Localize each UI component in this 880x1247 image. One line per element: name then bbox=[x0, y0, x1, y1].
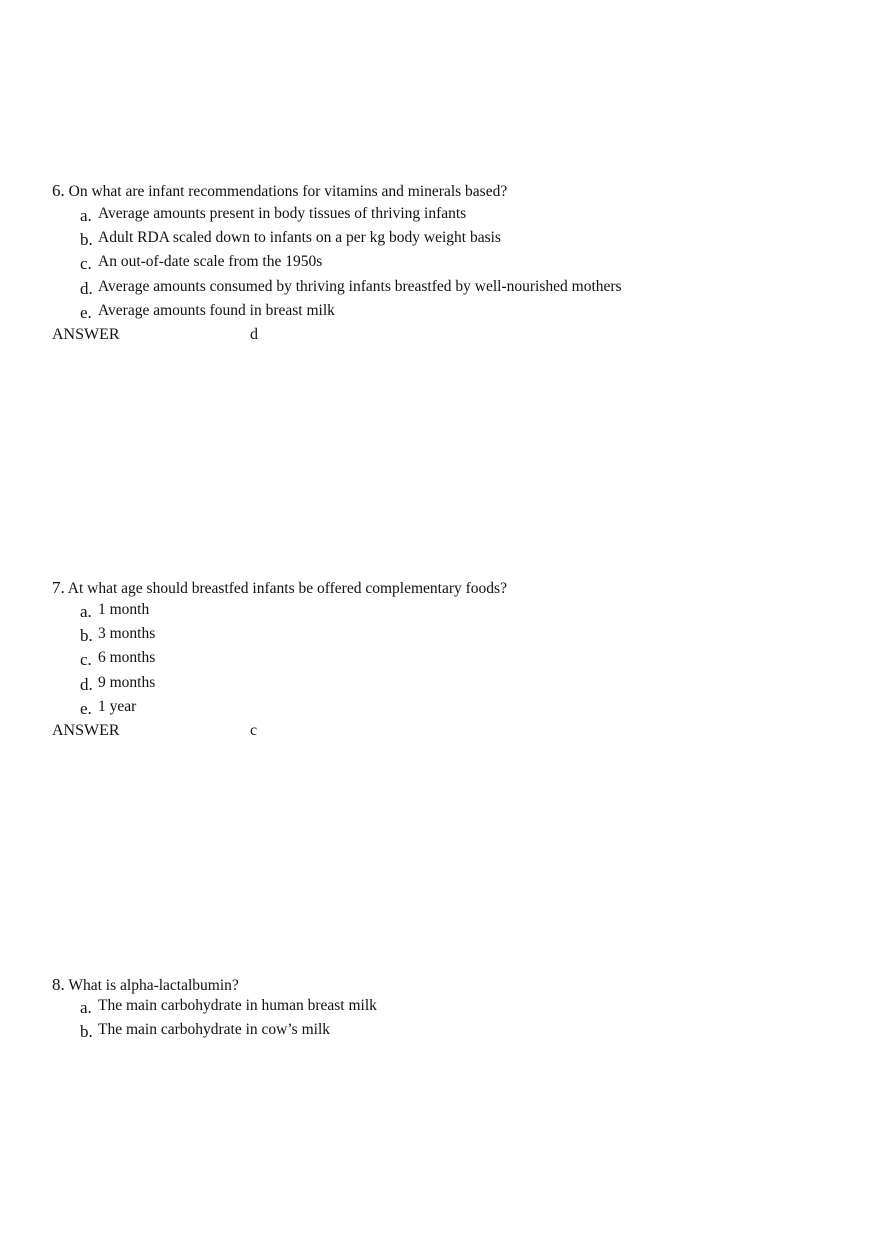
option-list bbox=[52, 600, 852, 721]
question-number: 7. bbox=[52, 578, 65, 597]
option-e bbox=[52, 301, 852, 325]
option-text: An out-of-date scale from the 1950s bbox=[98, 253, 323, 271]
question-number: 8. bbox=[52, 975, 65, 994]
option-text: 1 year bbox=[98, 697, 137, 715]
question-6 bbox=[52, 181, 852, 345]
question-number: 6. bbox=[52, 181, 65, 200]
option-a bbox=[52, 600, 852, 624]
question-stem bbox=[52, 578, 852, 599]
option-letter: e. bbox=[80, 302, 92, 322]
answer-value: c bbox=[250, 721, 258, 739]
option-text: The main carbohydrate in cow’s milk bbox=[98, 1021, 331, 1039]
option-b bbox=[52, 624, 852, 648]
option-letter: a. bbox=[80, 602, 92, 621]
option-text: Adult RDA scaled down to infants on a per kg body weight basis bbox=[98, 229, 501, 247]
option-d bbox=[52, 673, 852, 697]
option-text: The main carbohydrate in human breast milk bbox=[98, 997, 377, 1014]
question-text: On what are infant recommendations for vitamins and minerals based? bbox=[68, 183, 508, 200]
answer-row bbox=[52, 721, 852, 741]
option-text: Average amounts present in body tissues of thriving infants bbox=[98, 205, 467, 222]
option-letter: b. bbox=[80, 1022, 93, 1042]
option-letter: b. bbox=[80, 230, 93, 250]
option-a bbox=[52, 204, 852, 228]
option-text: 3 months bbox=[98, 625, 156, 643]
answer-value: d bbox=[250, 325, 258, 343]
option-letter: a. bbox=[80, 206, 92, 225]
question-7 bbox=[52, 578, 852, 741]
question-text: What is alpha-lactalbumin? bbox=[68, 977, 239, 994]
option-text: 9 months bbox=[98, 673, 156, 691]
option-list bbox=[52, 996, 852, 1044]
option-letter: d. bbox=[80, 278, 93, 298]
question-stem bbox=[52, 975, 852, 996]
option-letter: c. bbox=[80, 650, 92, 670]
option-letter: e. bbox=[80, 698, 92, 718]
option-letter: b. bbox=[80, 626, 93, 646]
answer-label: ANSWER bbox=[52, 721, 120, 739]
option-b bbox=[52, 228, 852, 252]
option-text: 6 months bbox=[98, 649, 156, 667]
answer-row bbox=[52, 325, 852, 345]
question-8 bbox=[52, 975, 852, 1044]
option-d bbox=[52, 277, 852, 301]
answer-label: ANSWER bbox=[52, 325, 120, 343]
option-text: 1 month bbox=[98, 601, 150, 618]
option-text: Average amounts found in breast milk bbox=[98, 301, 335, 319]
option-list bbox=[52, 204, 852, 325]
option-letter: d. bbox=[80, 674, 93, 694]
option-e bbox=[52, 697, 852, 721]
option-b bbox=[52, 1020, 852, 1044]
option-a bbox=[52, 996, 852, 1020]
option-letter: a. bbox=[80, 998, 92, 1017]
question-text: At what age should breastfed infants be offered complementary foods? bbox=[67, 580, 507, 597]
question-stem bbox=[52, 181, 852, 202]
option-c bbox=[52, 648, 852, 672]
option-text: Average amounts consumed by thriving infants breastfed by well-nourished mothers bbox=[98, 277, 622, 295]
option-c bbox=[52, 252, 852, 276]
option-letter: c. bbox=[80, 254, 92, 274]
